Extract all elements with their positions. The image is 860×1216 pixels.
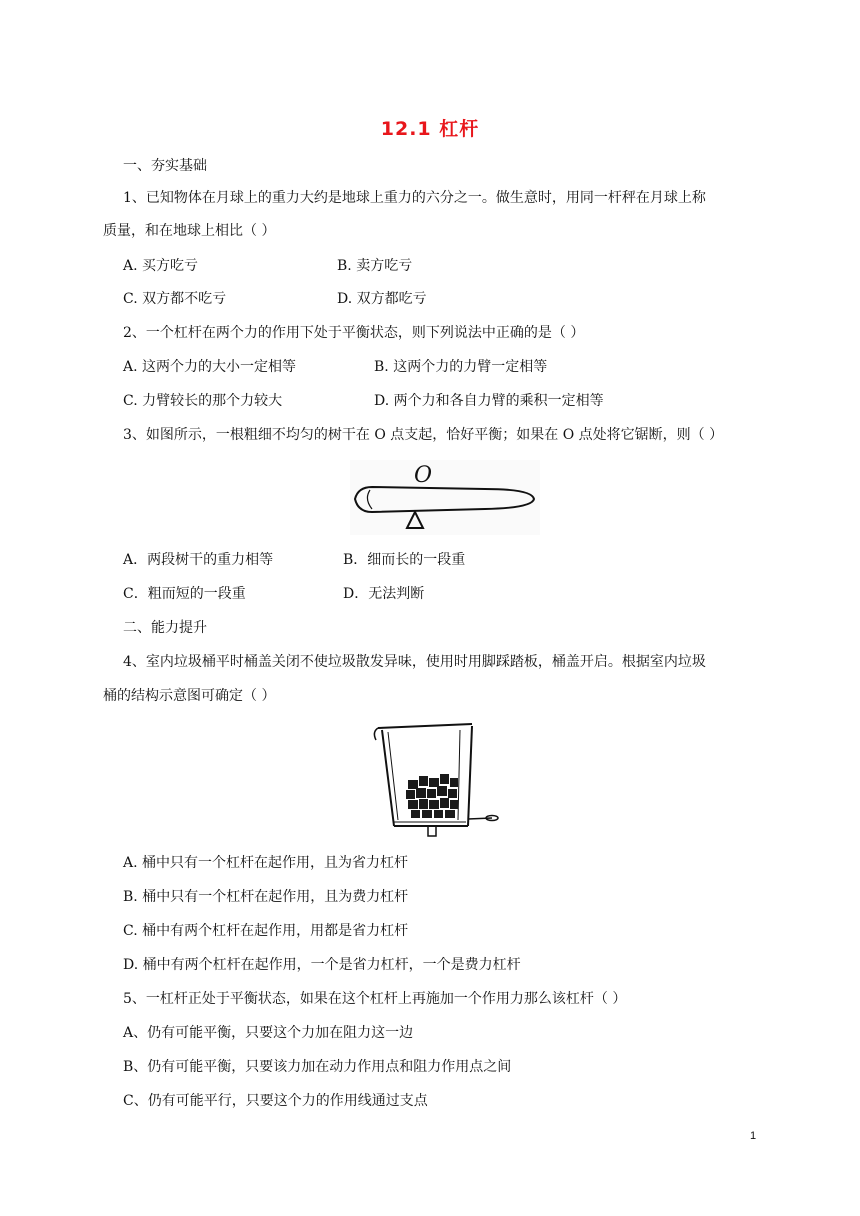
fulcrum-label-o: O [414, 463, 433, 488]
question-4-option-d: D. 桶中有两个杠杆在起作用，一个是省力杠杆，一个是费力杠杆 [123, 957, 521, 973]
question-3-option-a: A．两段树干的重力相等 [123, 552, 274, 568]
question-4-stem-line2: 桶的结构示意图可确定（ ） [103, 688, 276, 704]
question-2-option-d: D. 两个力和各自力臂的乘积一定相等 [374, 393, 604, 409]
bin-right-wall [468, 726, 472, 826]
question-4-option-b: B. 桶中只有一个杠杆在起作用，且为费力杠杆 [123, 889, 409, 905]
question-3-option-b: B．细而长的一段重 [343, 552, 466, 568]
question-1-option-a: A. 买方吃亏 [123, 258, 199, 274]
question-4-option-c: C. 桶中有两个杠杆在起作用，用都是省力杠杆 [123, 923, 409, 939]
question-5-stem: 5、一杠杆正处于平衡状态，如果在这个杠杆上再施加一个作用力那么该杠杆（ ） [123, 991, 627, 1007]
question-1-stem-line1: 1、已知物体在月球上的重力大约是地球上重力的六分之一。做生意时，用同一杆秤在月球上称 [123, 190, 706, 206]
tree-trunk-lever-figure [350, 460, 540, 535]
question-2-stem: 2、一个杠杆在两个力的作用下处于平衡状态，则下列说法中正确的是（ ） [123, 325, 585, 341]
question-3-option-c: C．粗而短的一段重 [123, 586, 246, 602]
question-4-stem-line1: 4、室内垃圾桶平时桶盖关闭不使垃圾散发异味，使用时用脚踩踏板，桶盖开启。根据室内垃圾 [123, 654, 706, 670]
question-1-option-c: C. 双方都不吃亏 [123, 291, 227, 307]
question-5-option-a: A、仍有可能平衡，只要这个力加在阻力这一边 [123, 1025, 414, 1041]
question-1-option-d: D. 双方都吃亏 [337, 291, 427, 307]
question-5-option-c: C、仍有可能平行，只要这个力的作用线通过支点 [123, 1093, 428, 1109]
question-3-option-d: D．无法判断 [343, 586, 425, 602]
trash-can-structure-figure [368, 718, 500, 840]
page-title: 12.1 杠杆 [380, 118, 480, 140]
question-4-option-a: A. 桶中只有一个杠杆在起作用，且为省力杠杆 [123, 855, 409, 871]
section-heading-basics: 一、夯实基础 [123, 158, 207, 174]
question-3-stem: 3、如图所示，一根粗细不均匀的树干在 O 点支起，恰好平衡；如果在 O 点处将它锯断，则（ ） [123, 427, 724, 443]
question-2-option-c: C. 力臂较长的那个力较大 [123, 393, 283, 409]
question-2-option-a: A. 这两个力的大小一定相等 [123, 359, 297, 375]
bin-left-wall [382, 730, 394, 826]
question-1-stem-line2: 质量，和在地球上相比（ ） [103, 223, 276, 239]
question-1-option-b: B. 卖方吃亏 [337, 258, 413, 274]
garbage-pile [406, 774, 458, 818]
foot-pedal [468, 818, 492, 819]
question-5-option-b: B、仍有可能平衡，只要该力加在动力作用点和阻力作用点之间 [123, 1059, 512, 1075]
section-heading-improvement: 二、能力提升 [123, 620, 207, 636]
question-2-option-b: B. 这两个力的力臂一定相等 [374, 359, 548, 375]
page-number: 1 [750, 1130, 757, 1142]
